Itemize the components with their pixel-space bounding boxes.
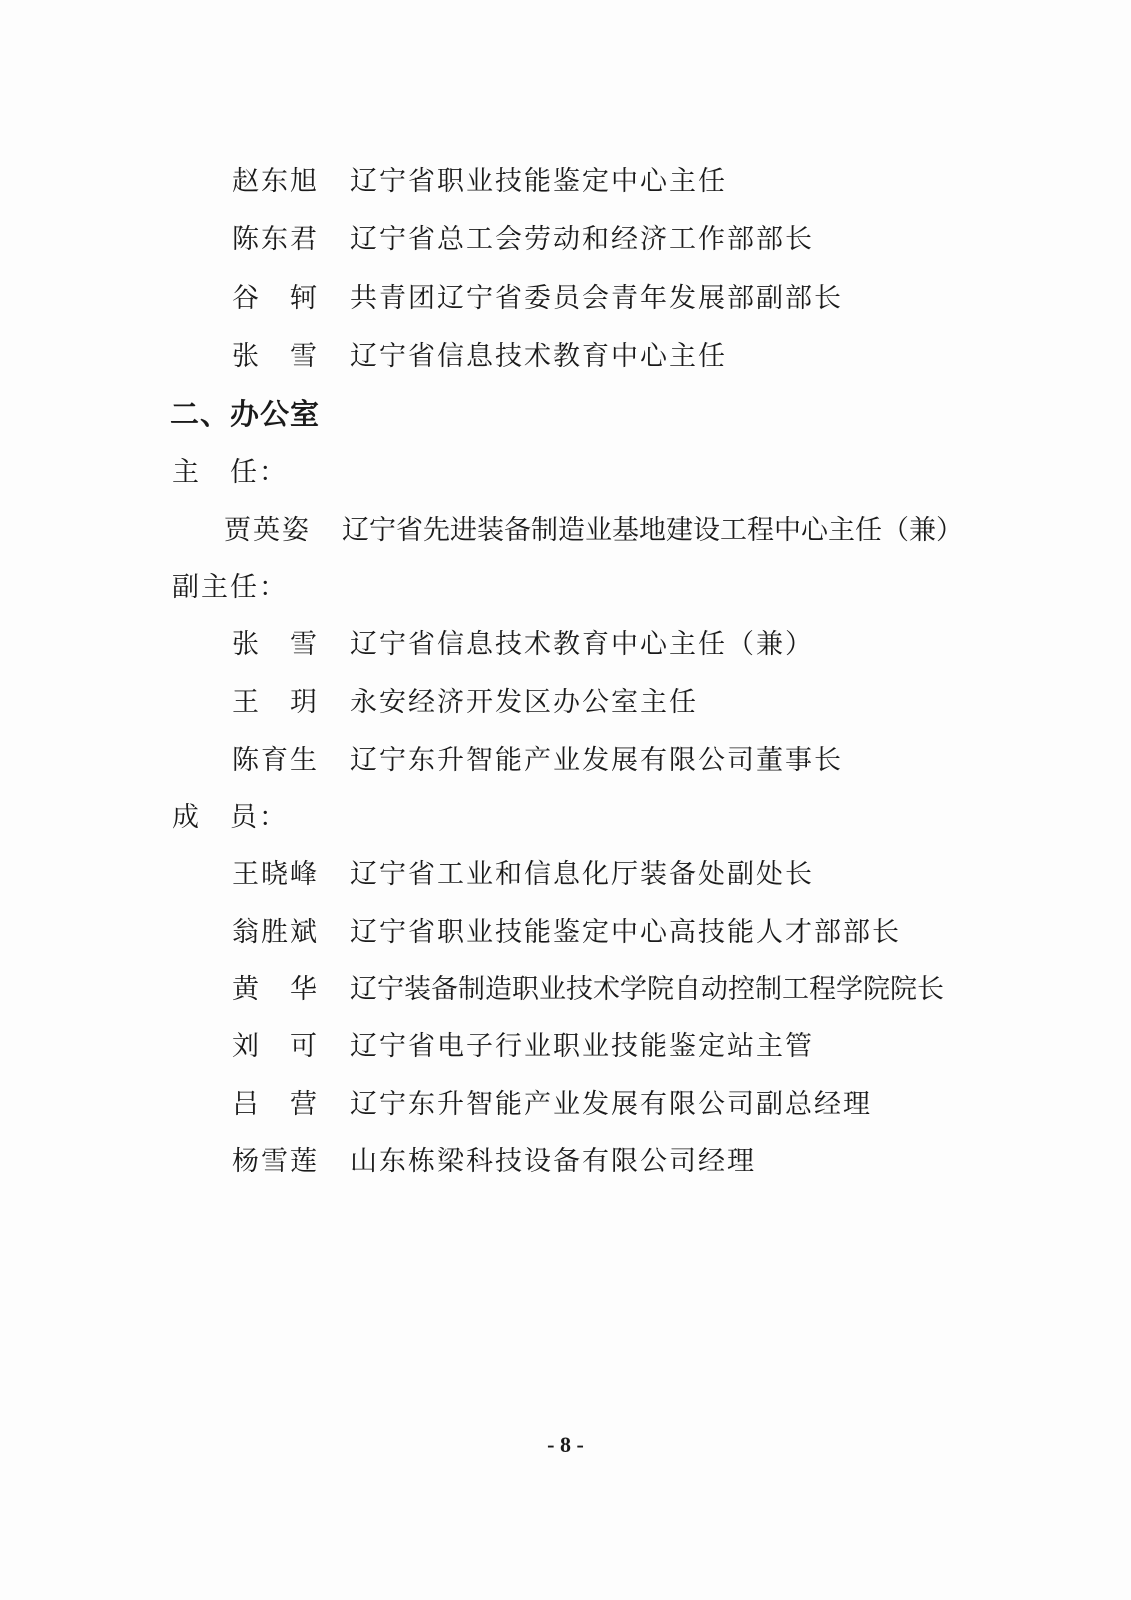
member-title: 辽宁省工业和信息化厅装备处副处长 <box>350 858 814 890</box>
member-row <box>232 909 901 949</box>
page-number: - 8 - <box>547 1432 584 1457</box>
member-row <box>232 158 727 198</box>
member-row <box>232 1081 872 1121</box>
members-label: 成 员： <box>172 802 288 833</box>
deputy-row <box>232 621 814 661</box>
director-title: 辽宁省先进装备制造业基地建设工程中心主任（兼） <box>342 514 963 546</box>
member-title: 辽宁省总工会劳动和经济工作部部长 <box>350 223 814 255</box>
director-name: 贾英姿 <box>224 514 311 546</box>
deputy-name: 陈育生 <box>232 744 319 776</box>
member-name: 谷 轲 <box>232 282 319 314</box>
deputy-title: 辽宁东升智能产业发展有限公司董事长 <box>350 744 843 776</box>
director-label: 主 任： <box>172 457 288 488</box>
member-row <box>232 333 727 373</box>
member-title: 辽宁装备制造职业技术学院自动控制工程学院院长 <box>350 973 944 1005</box>
deputy-label: 副主任： <box>172 572 288 603</box>
member-name: 赵东旭 <box>232 165 319 197</box>
member-row <box>232 851 814 891</box>
deputy-row <box>232 737 843 777</box>
director-row <box>224 507 963 547</box>
deputy-title: 永安经济开发区办公室主任 <box>350 686 698 718</box>
member-name: 吕 营 <box>232 1088 319 1120</box>
member-name: 刘 可 <box>232 1030 319 1062</box>
member-title: 辽宁省职业技能鉴定中心高技能人才部部长 <box>350 916 901 948</box>
member-row <box>232 216 814 256</box>
member-row <box>232 275 843 315</box>
member-row <box>232 1023 814 1063</box>
deputy-name: 王 玥 <box>232 686 319 718</box>
member-name: 黄 华 <box>232 973 319 1005</box>
member-title: 辽宁省职业技能鉴定中心主任 <box>350 165 727 197</box>
deputy-row <box>232 679 698 719</box>
member-name: 翁胜斌 <box>232 916 319 948</box>
member-name: 陈东君 <box>232 223 319 255</box>
member-name: 杨雪莲 <box>232 1145 319 1177</box>
member-title: 共青团辽宁省委员会青年发展部副部长 <box>350 282 843 314</box>
member-title: 辽宁东升智能产业发展有限公司副总经理 <box>350 1088 872 1120</box>
member-title: 辽宁省信息技术教育中心主任 <box>350 340 727 372</box>
section-heading-office: 二、办公室 <box>170 397 321 431</box>
member-row <box>232 1138 756 1178</box>
member-title: 山东栋梁科技设备有限公司经理 <box>350 1145 756 1177</box>
member-name: 王晓峰 <box>232 858 319 890</box>
deputy-title: 辽宁省信息技术教育中心主任（兼） <box>350 628 814 660</box>
member-name: 张 雪 <box>232 340 319 372</box>
member-title: 辽宁省电子行业职业技能鉴定站主管 <box>350 1030 814 1062</box>
member-row <box>232 966 944 1006</box>
deputy-name: 张 雪 <box>232 628 319 660</box>
